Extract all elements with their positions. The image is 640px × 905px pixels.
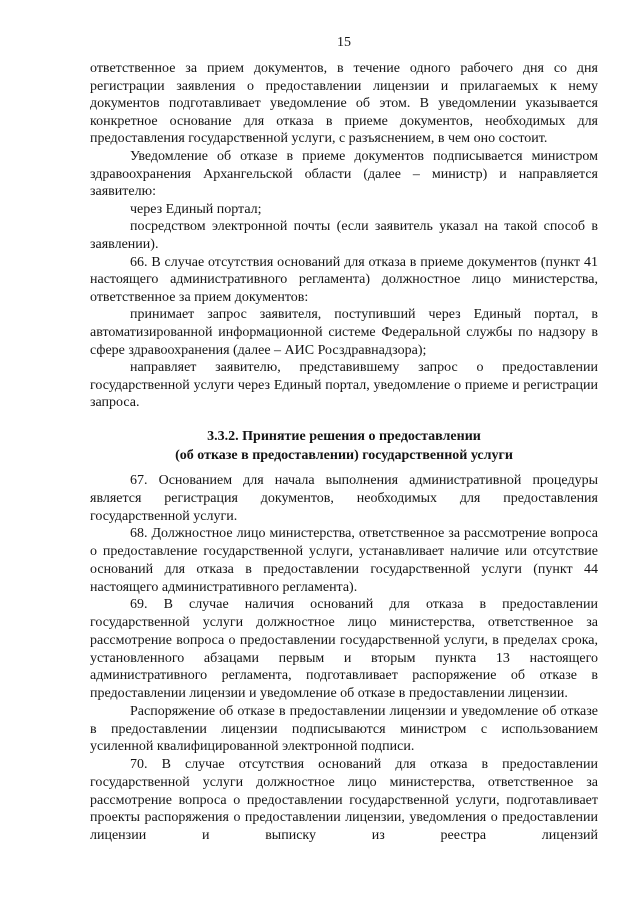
body-text-bottom bbox=[90, 472, 598, 845]
paragraph-66: 66. В случае отсутствия оснований для отказа в приеме документов (пункт 41 настоящего административного регламента) должностное лицо министерства, ответственное за прием документов: bbox=[90, 254, 598, 305]
page-number: 15 bbox=[337, 35, 351, 50]
paragraph-via-email: посредством электронной почты (если заявитель указал на такой способ в заявлении). bbox=[90, 219, 598, 252]
body-text-top bbox=[90, 60, 598, 412]
section-heading-line-1: 3.3.2. Принятие решения о предоставлении bbox=[207, 429, 481, 444]
section-heading bbox=[90, 427, 598, 465]
paragraph-via-portal: через Единый портал; bbox=[130, 201, 262, 217]
paragraph-notice-signing: Уведомление об отказе в приеме документов подписывается министром здравоохранения Архангельской области (далее – министр) и направляется заявителю: bbox=[90, 148, 598, 200]
paragraph-continuation: ответственное за прием документов, в течение одного рабочего дня со дня регистрации заявления о предоставлении лицензии и прилагаемых к нему документов подготавливает уведомление об этом. В уведомлении указывается конкретное основание для отказа в приеме документов, необходимых для предоставления государственной услуги, с разъяснением, в чем оно состоит. bbox=[90, 61, 598, 147]
paragraph-70: 70. В случае отсутствия оснований для отказа в предоставлении государственной услуги должностное лицо министерства, ответственное за рассмотрение вопроса о предоставлении государственной услуги, подготавливает проекты распоряжения о предоставлении лицензии, уведомления о предоставлении лицензии и выписку из реестра лицензий bbox=[90, 757, 598, 843]
paragraph-sends-notice: направляет заявителю, представившему запрос о предоставлении государственной услуги через Единый портал, уведомление о приеме и регистрации запроса. bbox=[90, 360, 598, 411]
paragraph-refusal-signing: Распоряжение об отказе в предоставлении лицензии и уведомление об отказе в предоставлении лицензии подписываются министром с использованием усиленной квалифицированной электронной подписи. bbox=[90, 703, 598, 755]
paragraph-69: 69. В случае наличия оснований для отказа в предоставлении государственной услуги должностное лицо министерства, ответственное за рассмотрение вопроса о предоставлении государственной услуги, в пределах срока, установленного абзацами первым и вторым пункта 13 настоящего административного регламента, подготавливает распоряжение об отказе в предоставлении лицензии и уведомление об отказе в предоставлении лицензии. bbox=[90, 597, 598, 701]
paragraph-67: 67. Основанием для начала выполнения административной процедуры является регистрация документов, необходимых для предоставления государственной услуги. bbox=[90, 473, 598, 524]
paragraph-68: 68. Должностное лицо министерства, ответственное за рассмотрение вопроса о предоставление государственной услуги, устанавливает наличие или отсутствие оснований для отказа в предоставлении государственной услуги (пункт 44 настоящего административного регламента). bbox=[90, 526, 598, 595]
section-heading-line-2: (об отказе в предоставлении) государственной услуги bbox=[175, 448, 513, 463]
paragraph-accepts-request: принимает запрос заявителя, поступивший через Единый портал, в автоматизированной информационной системе Федеральной службы по надзору в сфере здравоохранения (далее – АИС Росздравнадзора); bbox=[90, 307, 598, 358]
